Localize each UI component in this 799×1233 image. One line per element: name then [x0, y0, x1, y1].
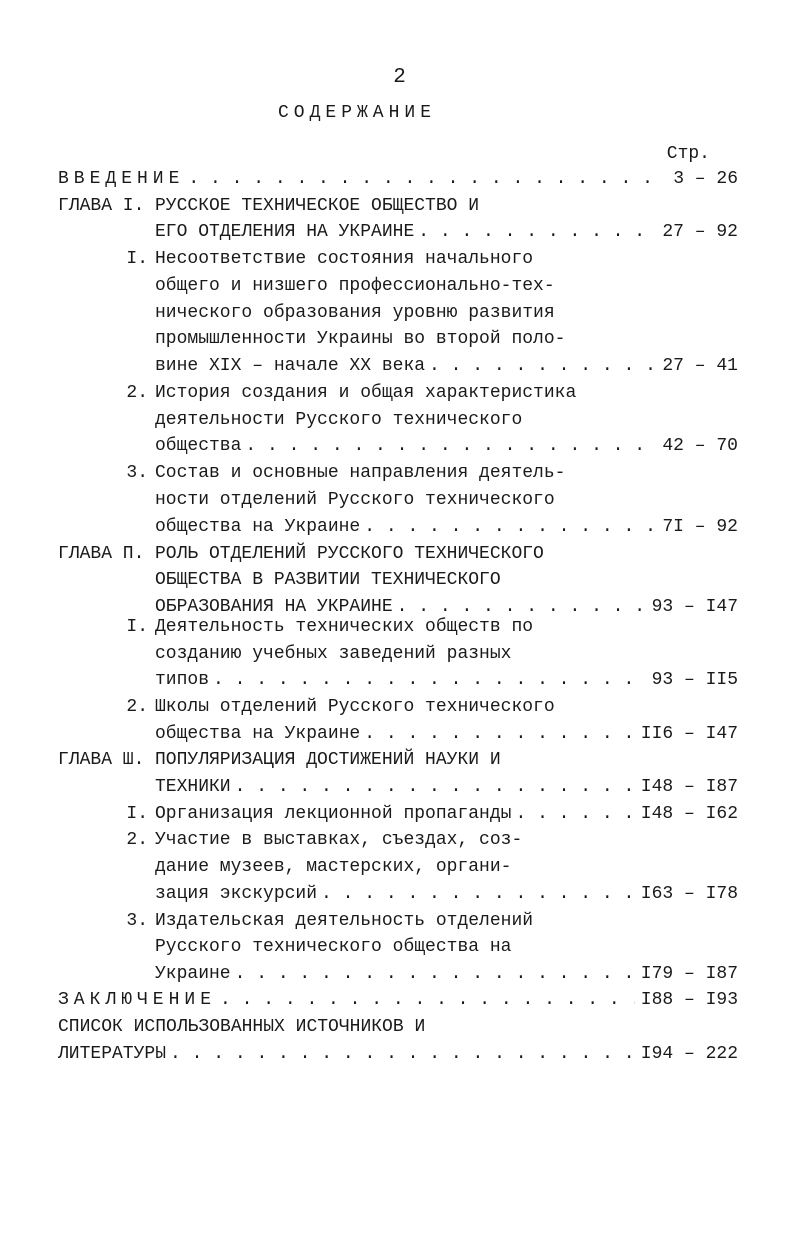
chapter-3-title-line-2: ТЕХНИКИ . . . I48 – I87 — [155, 774, 738, 800]
section-1-3-line-2: ности отделений Русского технического — [155, 490, 555, 510]
section-1-1-line-3: нического образования уровню развития — [155, 303, 555, 323]
section-1-2-line-3: общества . . . 42 – 70 — [155, 433, 738, 459]
entry-pages: 93 – II5 — [651, 670, 738, 690]
entry-pages: I79 – I87 — [640, 964, 738, 984]
section-number: 2. — [126, 830, 148, 850]
section-1-1-line-5: вине XIX – начале XX века . . . 27 – 41 — [155, 353, 738, 379]
entry-pages: I48 – I87 — [640, 777, 738, 797]
chapter-3-label: ГЛАВА Ш. — [58, 750, 145, 770]
entry-pages: 3 – 26 — [673, 169, 738, 189]
section-2-1-line-2: созданию учебных заведений разных — [155, 644, 512, 664]
chapter-2-title-line-3: ОБРАЗОВАНИЯ НА УКРАИНЕ . . . 93 – I47 — [155, 594, 738, 620]
entry-title: ЗАКЛЮЧЕНИЕ — [58, 990, 217, 1010]
entry-pages: I94 – 222 — [640, 1044, 738, 1064]
leader-dots — [231, 774, 635, 800]
section-1-2-line-1: История создания и общая характеристика — [155, 383, 577, 403]
section-2-2-line-2: общества на Украине . . . II6 – I47 — [155, 721, 738, 747]
section-2-1-line-1: Деятельность технических обществ по — [155, 617, 534, 637]
entry-pages: I63 – I78 — [640, 884, 738, 904]
pages-column-header: Стр. — [666, 144, 710, 164]
leader-dots — [360, 514, 656, 540]
leader-dots — [241, 433, 656, 459]
section-3-2-line-2: дание музеев, мастерских, органи- — [155, 857, 512, 877]
section-1-1-line-2: общего и низшего профессионально-тех- — [155, 276, 555, 296]
entry-pages: 42 – 70 — [662, 436, 738, 456]
entry-pages: 27 – 92 — [662, 222, 738, 242]
leader-dots — [425, 353, 656, 379]
section-3-3-line-3: Украине . . . I79 – I87 — [155, 961, 738, 987]
leader-dots — [231, 961, 635, 987]
section-3-2-line-1: Участие в выставках, съездах, соз- — [155, 830, 523, 850]
chapter-3-title-line-1: ПОПУЛЯРИЗАЦИЯ ДОСТИЖЕНИЙ НАУКИ И — [155, 750, 501, 770]
chapter-2-title-line-1: РОЛЬ ОТДЕЛЕНИЙ РУССКОГО ТЕХНИЧЕСКОГО — [155, 544, 544, 564]
entry-pages: 7I – 92 — [662, 517, 738, 537]
leader-dots — [360, 721, 635, 747]
section-3-2-line-3: зация экскурсий . . . I63 – I78 — [155, 881, 738, 907]
section-number: I. — [126, 804, 148, 824]
entry-pages: 93 – I47 — [651, 597, 738, 617]
toc-entry-introduction — [58, 166, 738, 192]
section-number: 3. — [126, 911, 148, 931]
section-number: 2. — [126, 697, 148, 717]
toc-entry-sources-line-2: ЛИТЕРАТУРЫ . . . I94 – 222 — [58, 1041, 738, 1067]
section-3-1-line-1: Организация лекционной пропаганды . . . I48 – I62 — [155, 801, 738, 827]
chapter-1-title-line-1: РУССКОЕ ТЕХНИЧЕСКОЕ ОБЩЕСТВО И — [155, 196, 480, 216]
section-number: I. — [126, 617, 148, 637]
section-2-2-line-1: Школы отделений Русского технического — [155, 697, 555, 717]
chapter-1-label: ГЛАВА I. — [58, 196, 145, 216]
leader-dots — [317, 881, 635, 907]
chapter-2-label: ГЛАВА П. — [58, 544, 145, 564]
section-1-1-line-4: промышленности Украины во второй поло- — [155, 329, 566, 349]
toc-entry-sources-line-1: СПИСОК ИСПОЛЬЗОВАННЫХ ИСТОЧНИКОВ И — [58, 1017, 426, 1037]
section-1-1-line-1: Несоответствие состояния начального — [155, 249, 534, 269]
leader-dots — [414, 219, 656, 245]
section-1-3-line-3: общества на Украине . . . 7I – 92 — [155, 514, 738, 540]
entry-pages: I48 – I62 — [640, 804, 738, 824]
entry-pages: 27 – 41 — [662, 356, 738, 376]
section-3-3-line-2: Русского технического общества на — [155, 937, 512, 957]
section-number: 3. — [126, 463, 148, 483]
entry-title: ВВЕДЕНИЕ — [58, 169, 185, 189]
entry-pages: II6 – I47 — [640, 724, 738, 744]
leader-dots — [209, 667, 646, 693]
section-1-3-line-1: Состав и основные направления деятель- — [155, 463, 566, 483]
entry-pages: I88 – I93 — [640, 990, 738, 1010]
section-1-2-line-2: деятельности Русского технического — [155, 410, 523, 430]
leader-dots — [511, 801, 634, 827]
section-3-3-line-1: Издательская деятельность отделений — [155, 911, 534, 931]
chapter-1-title-line-2: ЕГО ОТДЕЛЕНИЯ НА УКРАИНЕ . . . 27 – 92 — [155, 219, 738, 245]
toc-entry-conclusion — [58, 987, 738, 1013]
leader-dots — [216, 987, 635, 1013]
leader-dots — [166, 1041, 635, 1067]
chapter-2-title-line-2: ОБЩЕСТВА В РАЗВИТИИ ТЕХНИЧЕСКОГО — [155, 570, 501, 590]
leader-dots — [184, 166, 667, 192]
section-number: I. — [126, 249, 148, 269]
section-number: 2. — [126, 383, 148, 403]
section-2-1-line-3: типов . . . 93 – II5 — [155, 667, 738, 693]
page-title: СОДЕРЖАНИЕ — [277, 103, 437, 123]
page-number: 2 — [393, 66, 406, 89]
